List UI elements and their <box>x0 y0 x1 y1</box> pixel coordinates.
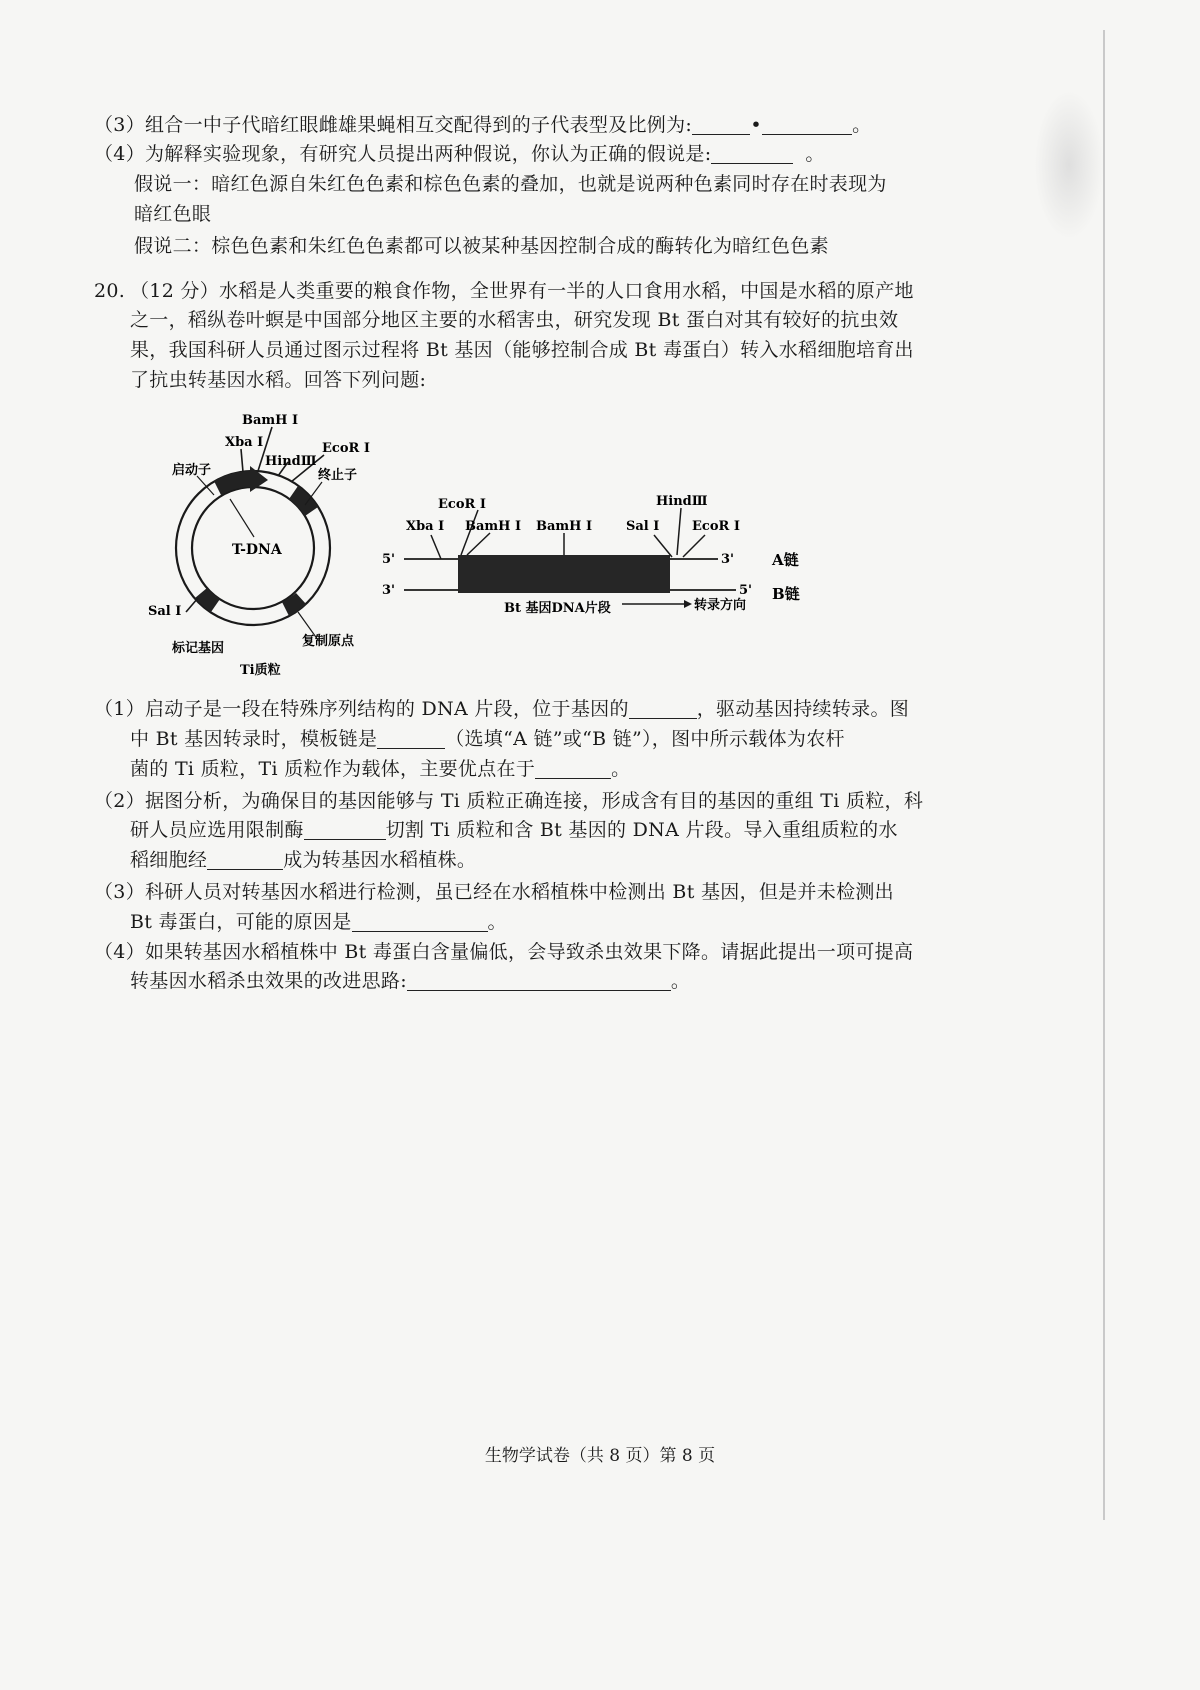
answer-blank[interactable] <box>407 970 671 991</box>
frag-hind3-label: HindⅢ <box>656 494 708 509</box>
answer-blank[interactable] <box>629 698 697 719</box>
tdna-label: T-DNA <box>232 542 282 558</box>
a-chain-3prime: 3' <box>721 552 735 567</box>
q20-part4-line1: （4）如果转基因水稻植株中 Bt 毒蛋白含量偏低，会导致杀虫效果下降。请据此提出一项可提高 <box>94 941 914 963</box>
plasmid-hind3-label: HindⅢ <box>265 454 317 469</box>
a-chain-5prime: 5' <box>382 552 396 567</box>
q19-part3: （3）组合一中子代暗红眼雌雄果蝇相互交配得到的子代表型及比例为: • 。 <box>94 114 872 136</box>
b-chain-5prime: 5' <box>739 583 753 598</box>
hypothesis-1-line2: 暗红色眼 <box>134 203 212 225</box>
promoter-segment <box>214 471 253 495</box>
q20-intro-line2: 之一，稻纵卷叶螟是中国部分地区主要的水稻害虫，研究发现 Bt 蛋白对其有较好的抗虫效 <box>130 309 899 331</box>
frag-xba1-label: Xba I <box>406 519 445 534</box>
frag-sal1-line <box>654 535 672 557</box>
tdna-leader <box>230 499 254 537</box>
frag-ecor1-right-label: EcoR I <box>692 519 740 534</box>
frag-ecor1-right-line <box>683 535 705 557</box>
q20-part1-line3: 菌的 Ti 质粒，Ti 质粒作为载体，主要优点在于 。 <box>130 758 631 780</box>
marker-gene-label: 标记基因 <box>172 641 225 656</box>
q20-intro-line3: 果，我国科研人员通过图示过程将 Bt 基因（能够控制合成 Bt 毒蛋白）转入水稻细胞培育出 <box>130 339 914 361</box>
frag-bamh1-left-line <box>467 533 490 555</box>
frag-xba1-line <box>431 535 441 559</box>
terminator-segment <box>289 486 318 516</box>
q20-part2-line2: 研人员应选用限制酶 切割 Ti 质粒和含 Bt 基因的 DNA 片段。导入重组质粒的水 <box>130 819 898 841</box>
gene-engineering-figure <box>0 0 1200 720</box>
q20-part3-line2: Bt 毒蛋白，可能的原因是 。 <box>130 911 507 933</box>
marker-gene-segment <box>195 588 220 612</box>
transcription-direction-label: 转录方向 <box>694 598 747 613</box>
answer-blank[interactable] <box>304 819 386 840</box>
plasmid-bamh1-label: BamH I <box>242 413 299 428</box>
ti-plasmid-label: Ti质粒 <box>240 663 281 678</box>
direction-arrow-head <box>684 600 692 608</box>
b-chain-label: B链 <box>772 585 800 603</box>
b-chain-3prime: 3' <box>382 583 396 598</box>
q19-part4: （4）为解释实验现象，有研究人员提出两种假说，你认为正确的假说是: 。 <box>94 143 825 165</box>
answer-blank[interactable] <box>535 758 611 779</box>
plasmid-sal1-label: Sal I <box>148 604 182 619</box>
page-footer: 生物学试卷（共 8 页）第 8 页 <box>484 1446 716 1466</box>
bt-fragment-caption: Bt 基因DNA片段 <box>504 601 611 616</box>
frag-bamh1-mid-label: BamH I <box>536 519 593 534</box>
a-chain-label: A链 <box>772 551 799 569</box>
answer-blank[interactable] <box>377 728 445 749</box>
answer-blank[interactable] <box>352 911 488 932</box>
q20-part2-line1: （2）据图分析，为确保目的基因能够与 Ti 质粒正确连接，形成含有目的基因的重组 Ti 质粒，科 <box>94 790 924 812</box>
frag-bamh1-left-label: BamH I <box>465 519 522 534</box>
hypothesis-2: 假说二：棕色色素和朱红色色素都可以被某种基因控制合成的酶转化为暗红色色素 <box>134 235 829 257</box>
frag-sal1-label: Sal I <box>626 519 660 534</box>
plasmid-xba1-label: Xba I <box>225 435 264 450</box>
origin-label: 复制原点 <box>302 634 355 649</box>
frag-hind3-line <box>677 508 681 555</box>
origin-segment <box>282 593 306 616</box>
bt-gene-block <box>458 555 670 593</box>
q20-part1-line1: （1）启动子是一段在特殊序列结构的 DNA 片段，位于基因的 ，驱动基因持续转录。图 <box>94 698 910 720</box>
terminator-label: 终止子 <box>318 468 358 483</box>
promoter-label: 启动子 <box>172 463 212 478</box>
q20-part1-line2: 中 Bt 基因转录时，模板链是 （选填“A 链”或“B 链”），图中所示载体为农杆 <box>130 728 845 750</box>
q20-intro-line4: 了抗虫转基因水稻。回答下列问题: <box>130 369 427 391</box>
q20-part4-line2: 转基因水稻杀虫效果的改进思路: 。 <box>130 970 691 992</box>
plasmid-ecor1-label: EcoR I <box>322 441 370 456</box>
q20-number: 20. <box>94 280 126 302</box>
q20-part3-line1: （3）科研人员对转基因水稻进行检测，虽已经在水稻植株中检测出 Bt 基因，但是并未检测出 <box>94 881 894 903</box>
frag-ecor1-left-label: EcoR I <box>438 497 486 512</box>
q20-intro-line1: （12 分）水稻是人类重要的粮食作物，全世界有一半的人口食用水稻，中国是水稻的原产地 <box>130 280 914 302</box>
q20-part2-line3: 稻细胞经 成为转基因水稻植株。 <box>130 849 477 871</box>
answer-blank[interactable] <box>207 849 283 870</box>
xba1-site-line <box>241 449 243 472</box>
sal1-site-line <box>186 598 198 612</box>
hypothesis-1-line1: 假说一：暗红色源自朱红色色素和棕色色素的叠加，也就是说两种色素同时存在时表现为 <box>134 173 887 195</box>
